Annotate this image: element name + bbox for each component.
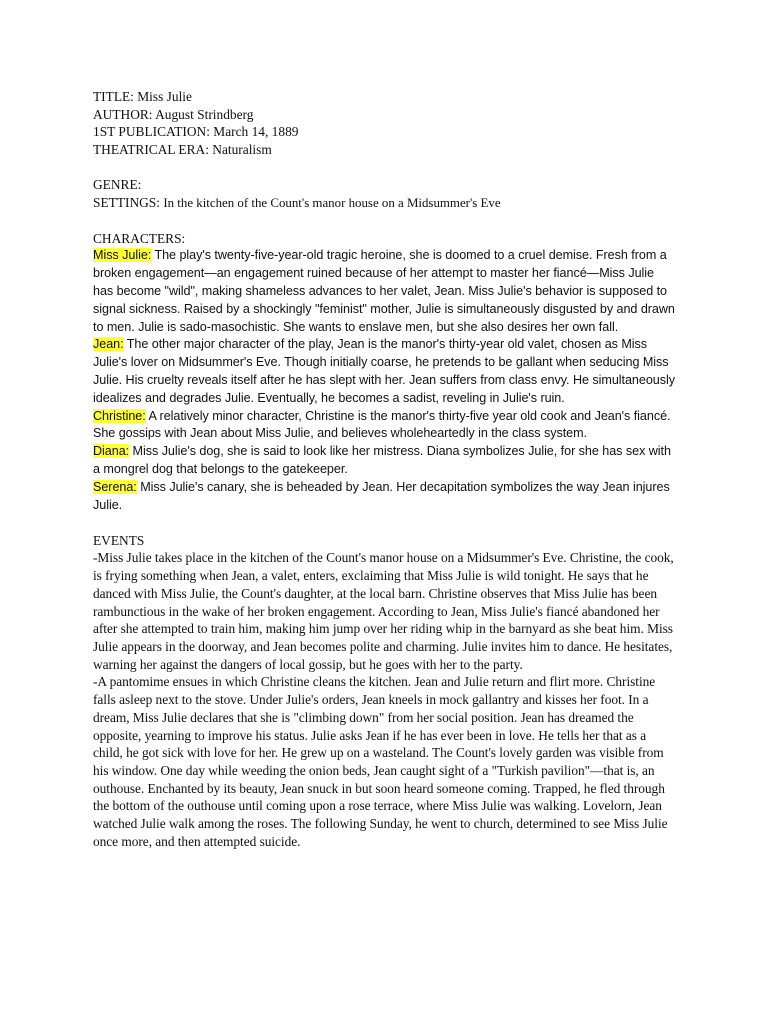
spacer bbox=[93, 158, 675, 176]
character-name-highlight: Serena: bbox=[93, 479, 137, 494]
character-description: Miss Julie's canary, she is beheaded by Jean. Her decapitation symbolizes the way Jean injures Julie. bbox=[93, 479, 670, 512]
genre-line bbox=[93, 176, 675, 194]
title-line bbox=[93, 88, 675, 106]
character-entry bbox=[93, 479, 675, 515]
events-heading: EVENTS bbox=[93, 532, 145, 548]
character-entry bbox=[93, 408, 675, 444]
settings-value: In the kitchen of the Count's manor house on a Midsummer's Eve bbox=[163, 195, 501, 210]
title-label: TITLE: bbox=[93, 89, 134, 104]
character-name-highlight: Diana: bbox=[93, 444, 130, 459]
author-value: August Strindberg bbox=[155, 106, 254, 122]
author-line bbox=[93, 106, 675, 124]
characters-list bbox=[93, 247, 675, 514]
character-description: The other major character of the play, Jean is the manor's thirty-year old valet, chosen as Miss Julie's lover on Midsummer's Eve. Though initially coarse, he pretends to be gallant when seducing Miss Julie. His cruelty reveals itself after he has slept with her. Jean suffers from class envy. He simultaneously idealizes and degrades Julie. Eventually, he becomes a sadist, reveling in Julie's ruin. bbox=[93, 337, 675, 405]
publication-line bbox=[93, 123, 675, 141]
era-line bbox=[93, 141, 675, 159]
publication-label: 1ST PUBLICATION: bbox=[93, 124, 210, 140]
character-description: The play's twenty-five-year-old tragic heroine, she is doomed to a cruel demise. Fresh from a broken engagement—an engagement ruined because of her attempt to master her fiancé—Miss Julie has become "wild", making shameless advances to her valet, Jean. Miss Julie's behavior is supposed to signal sickness. Raised by a shockingly "feminist" mother, Julie is simultaneously disgusted by and drawn to men. Julie is sado-masochistic. She wants to enslave men, but she also desires her own fall. bbox=[93, 248, 675, 334]
characters-heading: CHARACTERS: bbox=[93, 230, 186, 246]
character-entry bbox=[93, 443, 675, 479]
character-entry bbox=[93, 247, 675, 336]
settings-line bbox=[93, 194, 675, 213]
character-description: A relatively minor character, Christine is the manor's thirty-five year old cook and Jean's fiancé. She gossips with Jean about Miss Julie, and believes wholeheartedly in the class system. bbox=[93, 408, 671, 441]
character-entry bbox=[93, 336, 675, 407]
author-label: AUTHOR: bbox=[93, 106, 153, 122]
character-name-highlight: Christine: bbox=[93, 408, 146, 423]
character-name-highlight: Jean: bbox=[93, 337, 124, 352]
event-paragraph: -Miss Julie takes place in the kitchen of the Count's manor house on a Midsummer's Eve. Christine, the cook, is frying something when Jean, a valet, enters, exclaiming that Miss Julie is wild tonight. He says that he danced with Miss Julie, the Count's daughter, at the local barn. Christine observes that Miss Julie has been rambunctious in the wake of her broken engagement. According to Jean, Miss Julie's fiancé abandoned her after she attempted to train him, making him jump over her riding whip in the barnyard as she beat him. Miss Julie appears in the doorway, and Jean becomes polite and charming. Julie invites him to dance. He hesitates, warning her against the dangers of local gossip, but he goes with her to the party. bbox=[93, 550, 674, 672]
title-value: Miss Julie bbox=[137, 89, 192, 104]
publication-value: March 14, 1889 bbox=[213, 124, 299, 140]
era-label: THEATRICAL ERA: bbox=[93, 141, 209, 157]
genre-label: GENRE: bbox=[93, 176, 142, 192]
event-paragraph: -A pantomime ensues in which Christine cleans the kitchen. Jean and Julie return and flirt more. Christine falls asleep next to the stove. Under Julie's orders, Jean kneels in mock gallantry and kisses her foot. In a dream, Miss Julie declares that she is "climbing down" from her social position. Jean has dreamed the opposite, yearning to improve his status. Julie asks Jean if he has ever been in love. He tells her that as a child, he got sick with love for her. He grew up on a wasteland. The Count's lovely garden was visible from his window. One day while weeding the onion beds, Jean caught sight of a "Turkish pavilion"—that is, an outhouse. Enchanted by its beauty, Jean snuck in but soon heard someone coming. Trapped, he fled through the bottom of the outhouse until coming upon a rose terrace, where Miss Julie was walking. Lovelorn, Jean watched Julie walk among the roses. The following Sunday, he went to church, determined to see Miss Julie once more, and then attempted suicide. bbox=[93, 674, 668, 849]
character-name-highlight: Miss Julie: bbox=[93, 248, 152, 263]
spacer bbox=[93, 212, 675, 230]
settings-label: SETTINGS: bbox=[93, 194, 160, 210]
era-value: Naturalism bbox=[212, 141, 272, 157]
document-page bbox=[93, 88, 675, 850]
spacer bbox=[93, 514, 675, 532]
character-description: Miss Julie's dog, she is said to look like her mistress. Diana symbolizes Julie, for she has sex with a mongrel dog that belongs to the gatekeeper. bbox=[93, 444, 671, 476]
